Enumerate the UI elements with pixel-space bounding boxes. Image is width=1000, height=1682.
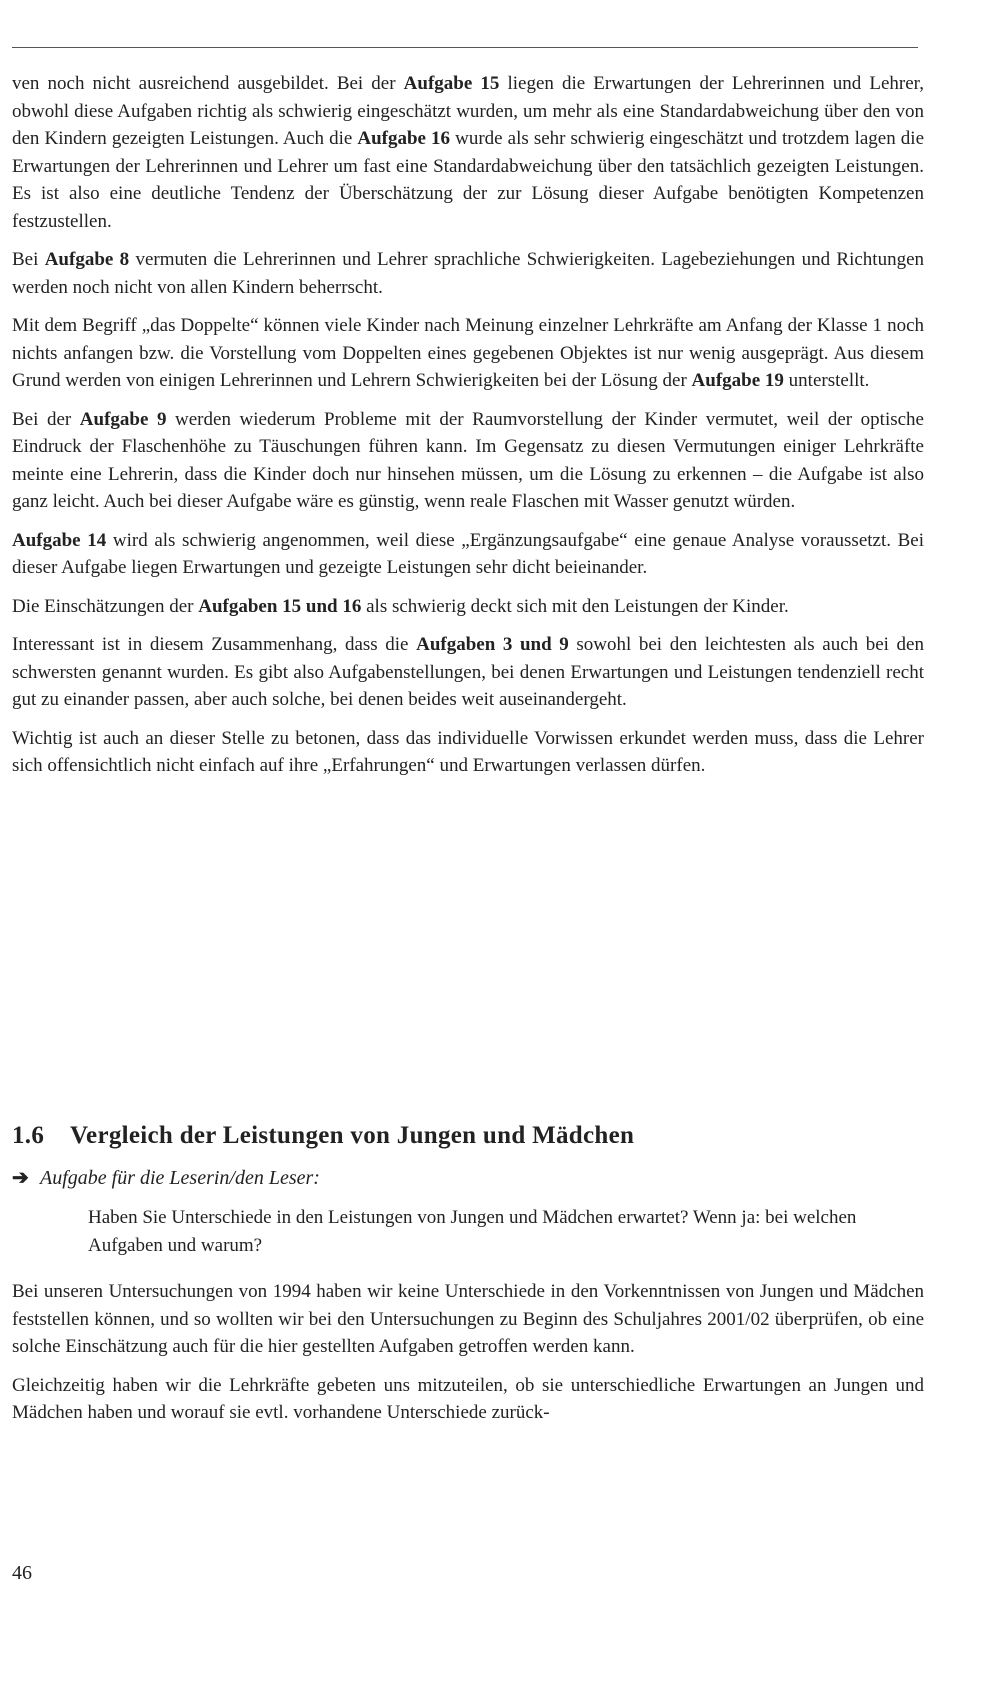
section-heading xyxy=(12,1122,634,1150)
task-reference: Aufgabe 14 xyxy=(12,529,107,551)
text-run: werden wiederum Probleme mit der Raumvorstellung der Kinder vermutet, weil der optische Eindruck der Flaschenhöhe zu Täuschungen führen kann. Im Gegensatz zu diesen Vermutungen einiger Lehrkräfte meinte eine Lehrerin, dass die Kinder doch nur hinsehen müssen, um die Lösung zu erkennen – die Aufgabe ist also ganz leicht. Auch bei dieser Aufgabe wäre es günstig, wenn reale Flaschen mit Wasser genutzt würden. xyxy=(12,408,924,512)
text-run: Die Einschätzungen der xyxy=(12,595,199,617)
paragraph xyxy=(12,312,924,395)
text-run: Gleichzeitig haben wir die Lehrkräfte gebeten uns mitzuteilen, ob sie unterschiedliche Erwartungen an Jungen und Mädchen haben und worauf sie evtl. vorhandene Unterschiede zurück- xyxy=(12,1374,924,1423)
text-run: Wichtig ist auch an dieser Stelle zu betonen, dass das individuelle Vorwissen erkundet werden muss, dass die Lehrer sich offensichtlich nicht einfach auf ihre „Erfahrungen“ und Erwartungen verlassen dürfen. xyxy=(12,727,924,776)
text-run: Bei der xyxy=(12,408,80,430)
text-run: wird als schwierig angenommen, weil diese „Ergänzungsaufgabe“ eine genaue Analyse voraussetzt. Bei dieser Aufgabe liegen Erwartungen und gezeigte Leistungen sehr dicht beieinander. xyxy=(12,529,924,578)
arrow-right-icon: ➔ xyxy=(12,1167,29,1189)
section-title: Vergleich der Leistungen von Jungen und Mädchen xyxy=(70,1122,635,1149)
text-run: ven noch nicht ausreichend ausgebildet. Bei der xyxy=(12,73,404,94)
text-run: wurde als sehr schwierig eingeschätzt und trotzdem lagen die Erwartungen der Lehrerinnen und Lehrer um fast eine Standardabweichung über den tatsächlich gezeigten Leistungen. Es ist also eine deutliche Tendenz der Überschätzung der zur Lösung dieser Aufgabe benötigten Kompetenzen festzustellen. xyxy=(12,128,924,232)
paragraph xyxy=(12,1278,924,1361)
paragraph xyxy=(12,593,924,621)
task-reference: Aufgabe 8 xyxy=(44,249,130,270)
text-run: Mit dem Begriff „das Doppelte“ können viele Kinder nach Meinung einzelner Lehrkräfte am Anfang der Klasse 1 noch nichts anfangen bzw. die Vorstellung vom Doppelten eines gegebenen Objektes ist nur wenig ausgeprägt. Aus diesem Grund werden von einigen Lehrerinnen und Lehrern Schwierigkeiten bei der Lösung der xyxy=(12,315,924,391)
reader-task-line xyxy=(12,1165,320,1190)
paragraph xyxy=(12,527,924,582)
body-text-lower xyxy=(12,1278,924,1438)
task-reference: Aufgabe 19 xyxy=(691,370,784,391)
body-text-upper xyxy=(12,70,924,791)
paragraph xyxy=(12,1372,924,1427)
text-run: unterstellt. xyxy=(783,370,870,391)
task-reference: Aufgaben 3 und 9 xyxy=(416,634,569,655)
paragraph xyxy=(12,406,924,516)
task-reference: Aufgabe 15 xyxy=(403,73,500,94)
reader-task-question: Haben Sie Unterschiede in den Leistungen von Jungen und Mädchen erwartet? Wenn ja: bei welchen Aufgaben und warum? xyxy=(88,1207,857,1256)
text-run: sowohl bei den leichtesten als auch bei den schwersten genannt wurden. Es gibt also Aufgabenstellungen, bei denen Erwartungen und Leistungen tendenziell recht gut zu einander passen, aber auch solche, bei denen beides weit auseinandergeht. xyxy=(12,634,924,710)
header-rule xyxy=(12,47,918,48)
section-number: 1.6 xyxy=(12,1122,45,1149)
paragraph xyxy=(12,631,924,714)
paragraph xyxy=(12,246,924,301)
text-run: Bei unseren Untersuchungen von 1994 haben wir keine Unterschiede in den Vorkenntnissen von Jungen und Mädchen feststellen können, und so wollten wir bei den Untersuchungen zu Beginn des Schuljahres 2001/02 überprüfen, ob eine solche Einschätzung auch für die hier gestellten Aufgaben getroffen werden kann. xyxy=(12,1281,924,1357)
paragraph xyxy=(12,70,924,235)
page-number: 46 xyxy=(12,1562,32,1584)
text-run: Bei xyxy=(12,249,45,270)
task-reference: Aufgaben 15 und 16 xyxy=(198,595,362,617)
text-run: als schwierig deckt sich mit den Leistungen der Kinder. xyxy=(361,595,789,617)
reader-task-label: Aufgabe für die Leserin/den Leser: xyxy=(40,1167,320,1189)
text-run: liegen die Erwartungen der Lehrerinnen und Lehrer, obwohl diese Aufgaben richtig als schwierig eingeschätzt wurden, um mehr als eine Standardabweichung über den von den Kindern gezeigten Leistungen. Auch die xyxy=(12,73,924,149)
text-run: vermuten die Lehrerinnen und Lehrer sprachliche Schwierigkeiten. Lagebeziehungen und Richtungen werden noch nicht von allen Kindern beherrscht. xyxy=(12,249,924,298)
task-reference: Aufgabe 16 xyxy=(357,128,451,149)
paragraph xyxy=(12,725,924,780)
task-reference: Aufgabe 9 xyxy=(79,408,167,430)
text-run: Interessant ist in diesem Zusammenhang, dass die xyxy=(12,634,417,655)
